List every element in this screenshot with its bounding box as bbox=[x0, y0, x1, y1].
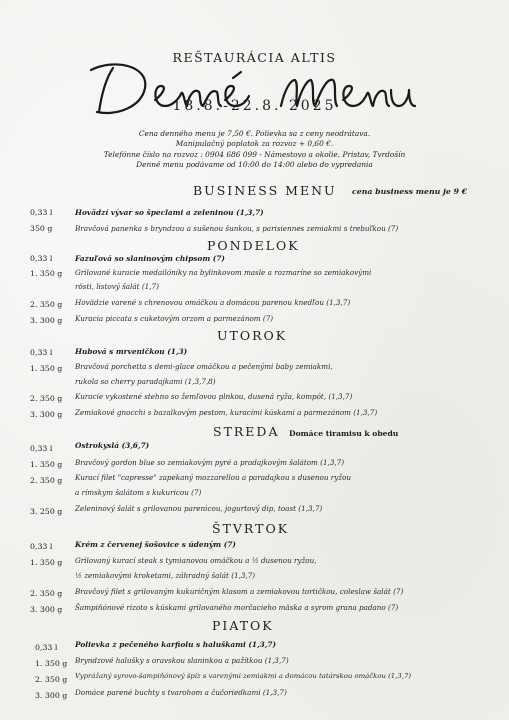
info-line: Cena denného menu je 7,50 €. Polievka sa z ceny neodrátava. bbox=[138, 129, 371, 138]
soup-utorok: Hubová s mrveničkou (1,3) bbox=[75, 347, 188, 356]
script-title-logo bbox=[75, 50, 435, 130]
day-note-streda: Domáce tiramisu k obedu bbox=[289, 429, 399, 438]
info-line: Denné menu podávame od 10:00 do 14:00 alebo do vypredania bbox=[136, 160, 373, 170]
business-menu-title: BUSINESS MENU bbox=[193, 183, 337, 198]
restaurant-name: REŠTAURÁCIA ALTIS bbox=[172, 50, 337, 65]
soup-qty: 0,33 l bbox=[30, 254, 53, 263]
dish-line: Domáce parené buchty s tvarohom a čučoriedkami (1,3,7) bbox=[75, 688, 287, 697]
dish-qty: 3. 300 g bbox=[35, 691, 68, 700]
dish-line: a rímskym šalátom s kukuricou (7) bbox=[75, 488, 202, 497]
dish-qty: 1. 350 g bbox=[30, 558, 63, 567]
dish-line: Zeleninový šalát s grilovanou parenicou, jogurtový dip, toast (1,3,7) bbox=[75, 504, 323, 513]
day-title-streda: STREDA bbox=[213, 424, 280, 439]
business-main-dish: Bravčová panenka s bryndzou a sušenou šunkou, s parisiennes zemiakmi s trebuľkou (7) bbox=[75, 224, 399, 233]
dish-qty: 1. 350 g bbox=[30, 364, 63, 373]
dish-line: Zemiakové gnocchi s bazalkovým pestom, kuracími kúskami a parmezánom (1,3,7) bbox=[75, 408, 378, 417]
soup-qty: 0,33 l bbox=[35, 643, 58, 652]
dish-qty: 2. 350 g bbox=[30, 476, 63, 485]
dish-line: Kuracie vykostené stehno so žemľovou plnkou, dusená ryža, kompót, (1,3,7) bbox=[75, 392, 353, 401]
dish-line: Vyprážaný syrovo-šampiňónový špíz s varenými zemiakmi a domácou tatárskou omáčkou (1,3,7) bbox=[75, 672, 412, 680]
dish-line: Bravčový gordon blue so zemiakovým pyré a pradajkovým šalátom (1,3,7) bbox=[75, 458, 345, 467]
dish-qty: 3. 300 g bbox=[30, 410, 63, 419]
day-title-utorok: UTOROK bbox=[217, 328, 288, 343]
dish-line: rukola so cherry paradajkami (1,3,7,8) bbox=[75, 377, 216, 386]
dish-qty: 2. 350 g bbox=[30, 394, 63, 403]
soup-qty: 0,33 l bbox=[30, 542, 53, 551]
dish-line: Kuracia piccata s cuketovým orzom a parmezánom (7) bbox=[75, 314, 274, 323]
soup-pondelok: Fazuľová so slaninovým chipsom (7) bbox=[75, 254, 225, 263]
dish-qty: 2. 350 g bbox=[35, 675, 68, 684]
dish-line: Šampiňónové rizoto s kúskami grilovaného morčacieho mäska a syrom grana padano (7) bbox=[75, 603, 399, 612]
dish-line: Bravčový filet s grilovaným kukuričným klasom a zemiakovou tortičkou, coleslaw šalát (7) bbox=[75, 587, 404, 596]
dish-line: Bryndzové halušky s oravskou slaninkou a pažítkou (1,3,7) bbox=[75, 656, 289, 665]
soup-qty: 0,33 l bbox=[30, 444, 53, 453]
dish-qty: 3. 300 g bbox=[30, 605, 63, 614]
soup-piatok: Polievka z pečeného karfiolu s haluškami (1,3,7) bbox=[75, 640, 276, 649]
dish-qty: 1. 350 g bbox=[35, 659, 68, 668]
info-line: Telefónne číslo na rozvoz : 0904 686 099 - Námestovo a okolie, Pristav, Tvrdošín bbox=[103, 149, 406, 159]
dish-qty: 1. 350 g bbox=[30, 269, 63, 278]
soup-qty: 0,33 l bbox=[30, 348, 53, 357]
soup-stvrtok: Krém z červenej šošovice s údeným (7) bbox=[75, 540, 236, 549]
business-soup: Hovädzí vývar so špeclami a zeleninou (1,3,7) bbox=[75, 208, 264, 217]
soup-streda: Ostrokyslá (3,6,7) bbox=[75, 441, 150, 450]
dish-qty: 3. 250 g bbox=[30, 507, 63, 516]
dish-line: rösti, listový šalát (1,7) bbox=[75, 282, 159, 291]
info-block bbox=[0, 129, 509, 171]
dish-line: Kurací filet "capresse" zapekaný mozzarellou a paradajkou s dusenou ryžou bbox=[75, 473, 352, 482]
info-line: Manipulačný poplatok za rozvoz + 0,60 €. bbox=[175, 139, 334, 149]
dish-qty: 2. 350 g bbox=[30, 300, 63, 309]
dish-line: Hovädzie varené s chrenovou omáčkou a domácou parenou knedľou (1,3,7) bbox=[75, 298, 351, 307]
dish-qty: 2. 350 g bbox=[30, 589, 63, 598]
business-soup-qty: 0,33 l bbox=[30, 208, 53, 217]
day-title-pondelok: PONDELOK bbox=[207, 238, 300, 253]
dish-qty: 3. 300 g bbox=[30, 316, 63, 325]
dish-qty: 1. 350 g bbox=[30, 460, 63, 469]
day-title-piatok: PIATOK bbox=[212, 618, 274, 633]
dish-line: Grilovaný kurací steak s tymianovou omáčkou a ½ dusenou ryžou, bbox=[75, 556, 317, 565]
dish-line: Grilované kuracie medailóniky na bylinkovom masle a rozmaríne so zemiakovými bbox=[75, 268, 372, 277]
dish-line: Bravčová porchetta s demi-glace omáčkou a pečenými baby zemiakmi, bbox=[75, 362, 333, 371]
business-main-qty: 350 g bbox=[30, 224, 53, 233]
day-title-stvrtok: ŠTVRTOK bbox=[212, 521, 290, 536]
business-menu-price-note: cena business menu je 9 € bbox=[352, 187, 468, 196]
dish-line: ½ zemiakovými kroketami, záhradný šalát (1,3,7) bbox=[75, 571, 256, 580]
menu-dates: 18.8.-22.8. 2025 bbox=[172, 98, 337, 114]
